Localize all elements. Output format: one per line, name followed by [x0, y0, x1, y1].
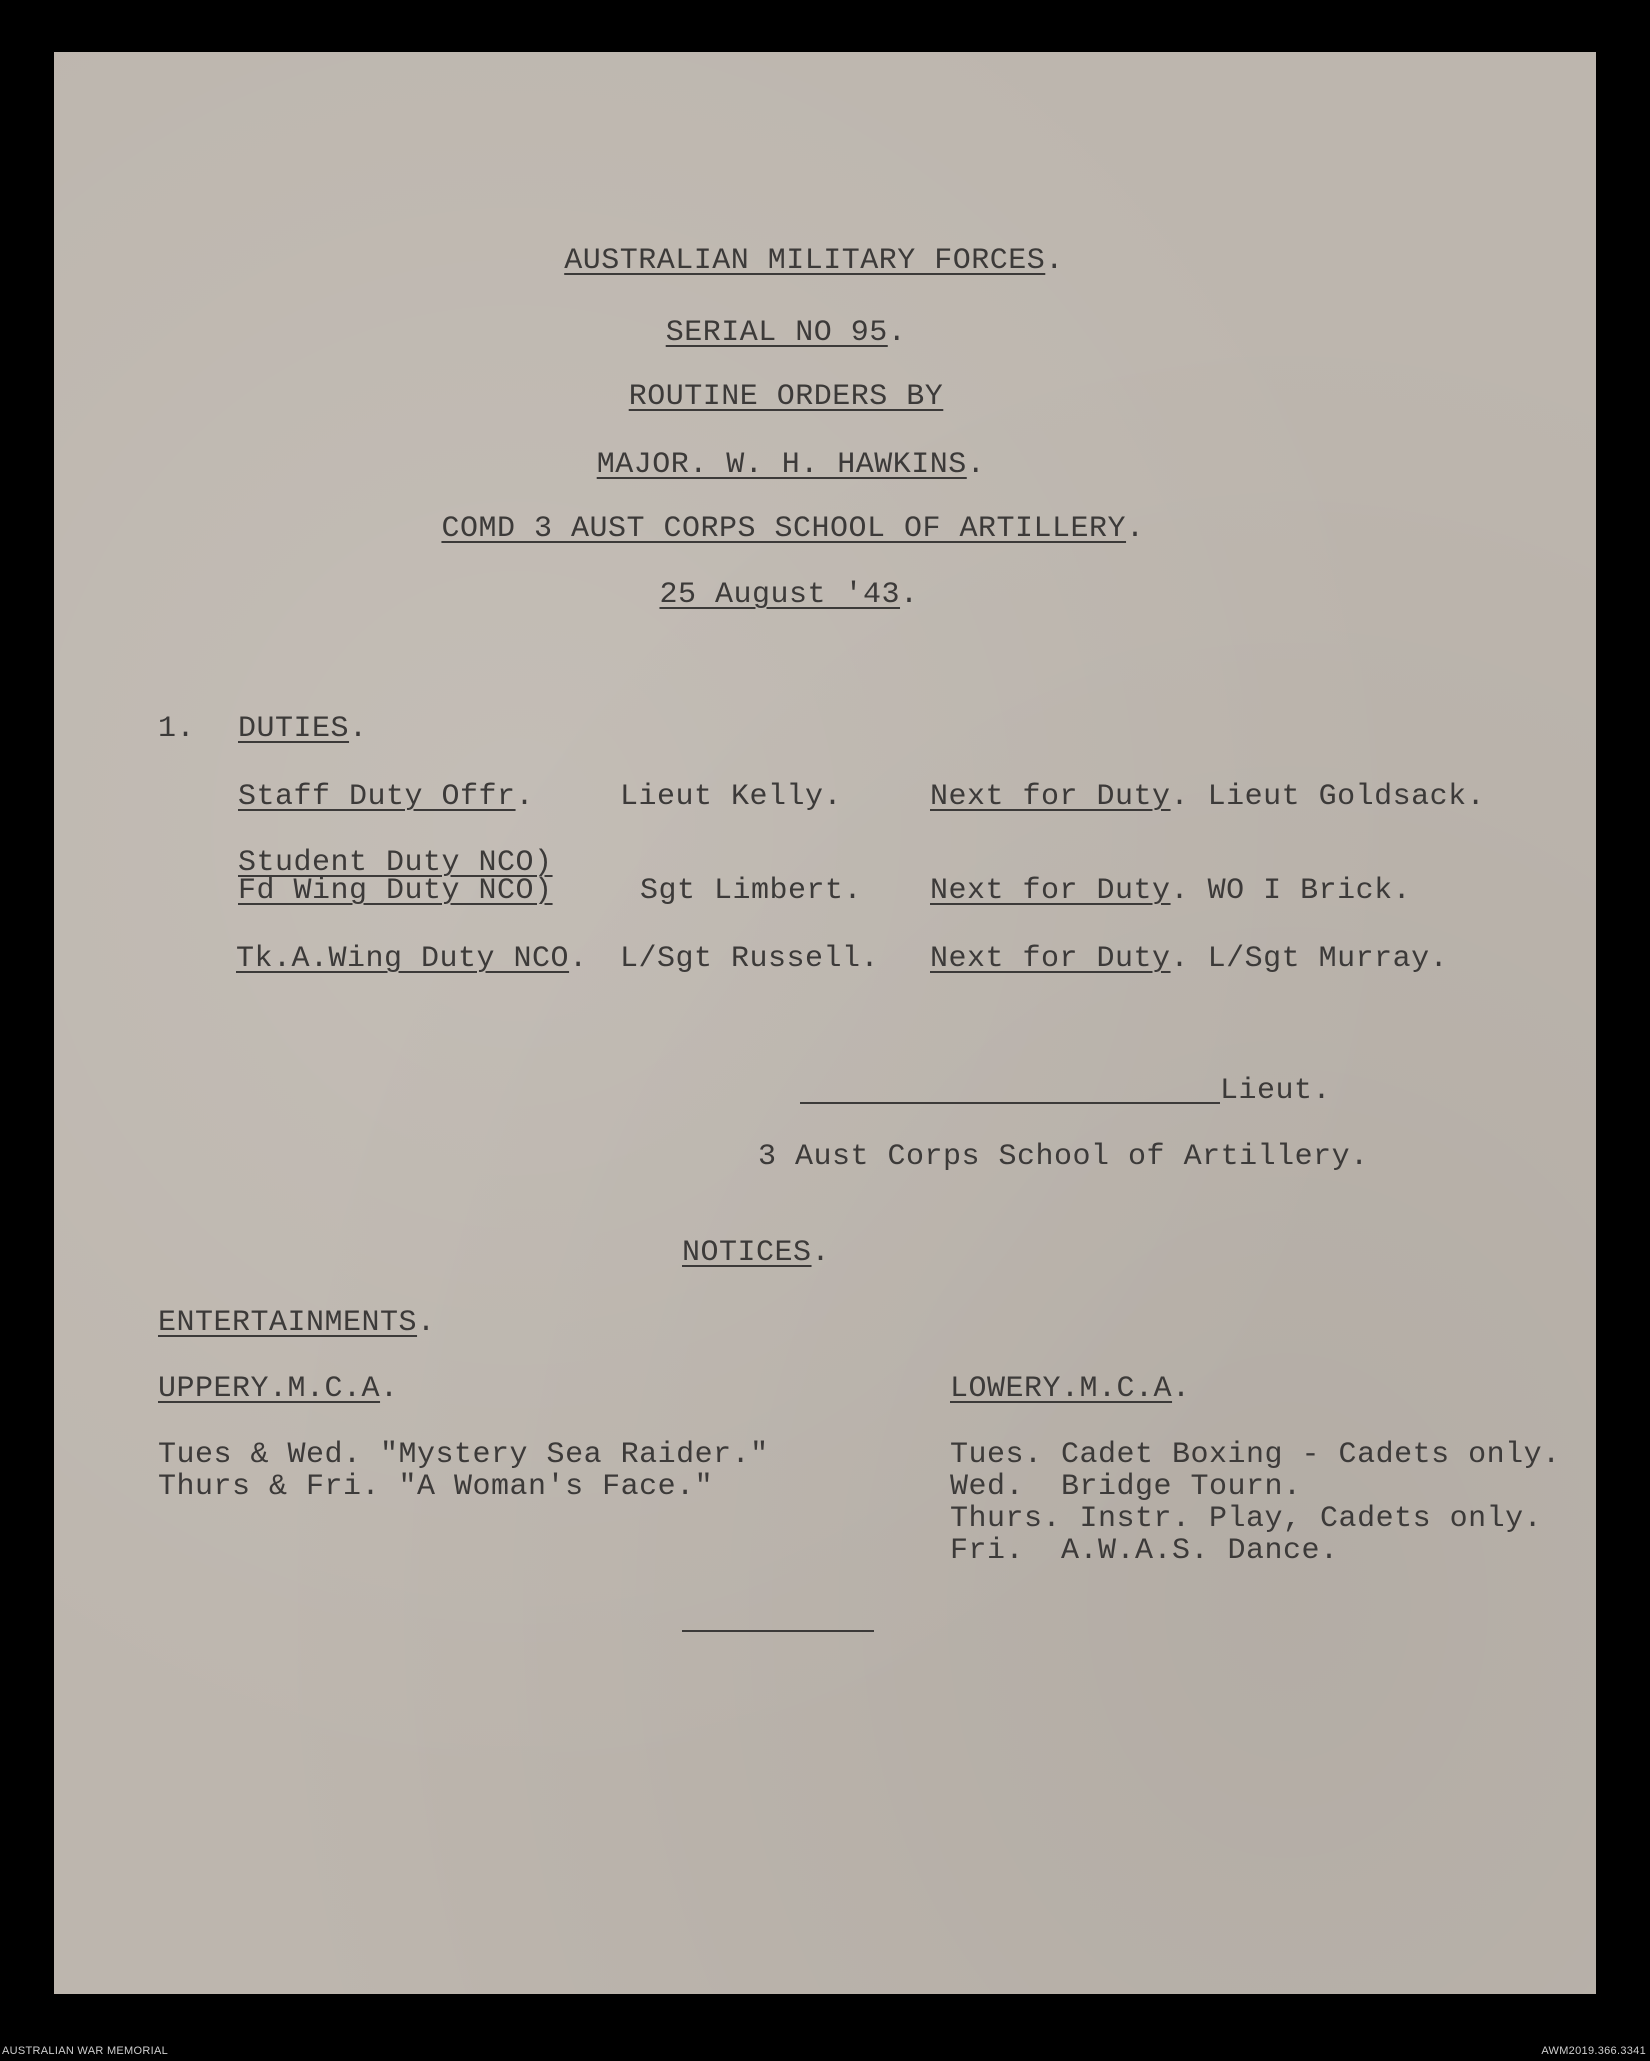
header-line-3: ROUTINE ORDERS BY: [628, 380, 944, 414]
duty-row-1-role: Staff Duty Offr.: [238, 780, 535, 814]
duty-row-2-next: Next for Duty. WO I Brick.: [930, 874, 1412, 908]
signature-line: [800, 1102, 1220, 1104]
lower-ymca-heading: LOWERY.M.C.A.: [950, 1372, 1191, 1406]
upper-item-1: Tues & Wed. "Mystery Sea Raider.": [158, 1438, 769, 1472]
duty-row-3-name: L/Sgt Russell.: [620, 942, 880, 976]
signature-rank: Lieut.: [1220, 1074, 1332, 1108]
header-line-5: COMD 3 AUST CORPS SCHOOL OF ARTILLERY.: [441, 512, 1145, 546]
header-line-1: AUSTRALIAN MILITARY FORCES.: [564, 244, 1064, 278]
footer-right: AWM2019.366.3341: [1541, 2045, 1646, 2057]
header-line-6: 25 August '43.: [659, 578, 919, 612]
upper-ymca-heading: UPPERY.M.C.A.: [158, 1372, 399, 1406]
duty-row-1-name: Lieut Kelly.: [620, 780, 843, 814]
footer-left: AUSTRALIAN WAR MEMORIAL: [2, 2045, 169, 2057]
lower-item-4: Fri. A.W.A.S. Dance.: [950, 1534, 1339, 1568]
entertainments-heading: ENTERTAINMENTS.: [158, 1306, 436, 1340]
duty-row-2-role-a: Student Duty NCO): [238, 846, 553, 880]
header-line-2: SERIAL NO 95.: [665, 316, 907, 350]
duty-row-1-next: Next for Duty. Lieut Goldsack.: [930, 780, 1486, 814]
duties-heading: DUTIES.: [238, 712, 368, 746]
duty-row-3-role: Tk.A.Wing Duty NCO.: [236, 942, 588, 976]
lower-item-3: Thurs. Instr. Play, Cadets only.: [950, 1502, 1543, 1536]
end-rule: [682, 1630, 874, 1632]
header-line-4: MAJOR. W. H. HAWKINS.: [596, 448, 986, 482]
duty-row-2-role-b: Fd Wing Duty NCO): [238, 874, 553, 908]
duty-row-3-next: Next for Duty. L/Sgt Murray.: [930, 942, 1449, 976]
notices-heading: NOTICES.: [682, 1236, 831, 1270]
upper-item-2: Thurs & Fri. "A Woman's Face.": [158, 1470, 714, 1504]
duty-row-2-name: Sgt Limbert.: [640, 874, 863, 908]
lower-item-1: Tues. Cadet Boxing - Cadets only.: [950, 1438, 1561, 1472]
duties-number: 1.: [158, 712, 196, 746]
signature-unit: 3 Aust Corps School of Artillery.: [758, 1140, 1369, 1174]
lower-item-2: Wed. Bridge Tourn.: [950, 1470, 1302, 1504]
